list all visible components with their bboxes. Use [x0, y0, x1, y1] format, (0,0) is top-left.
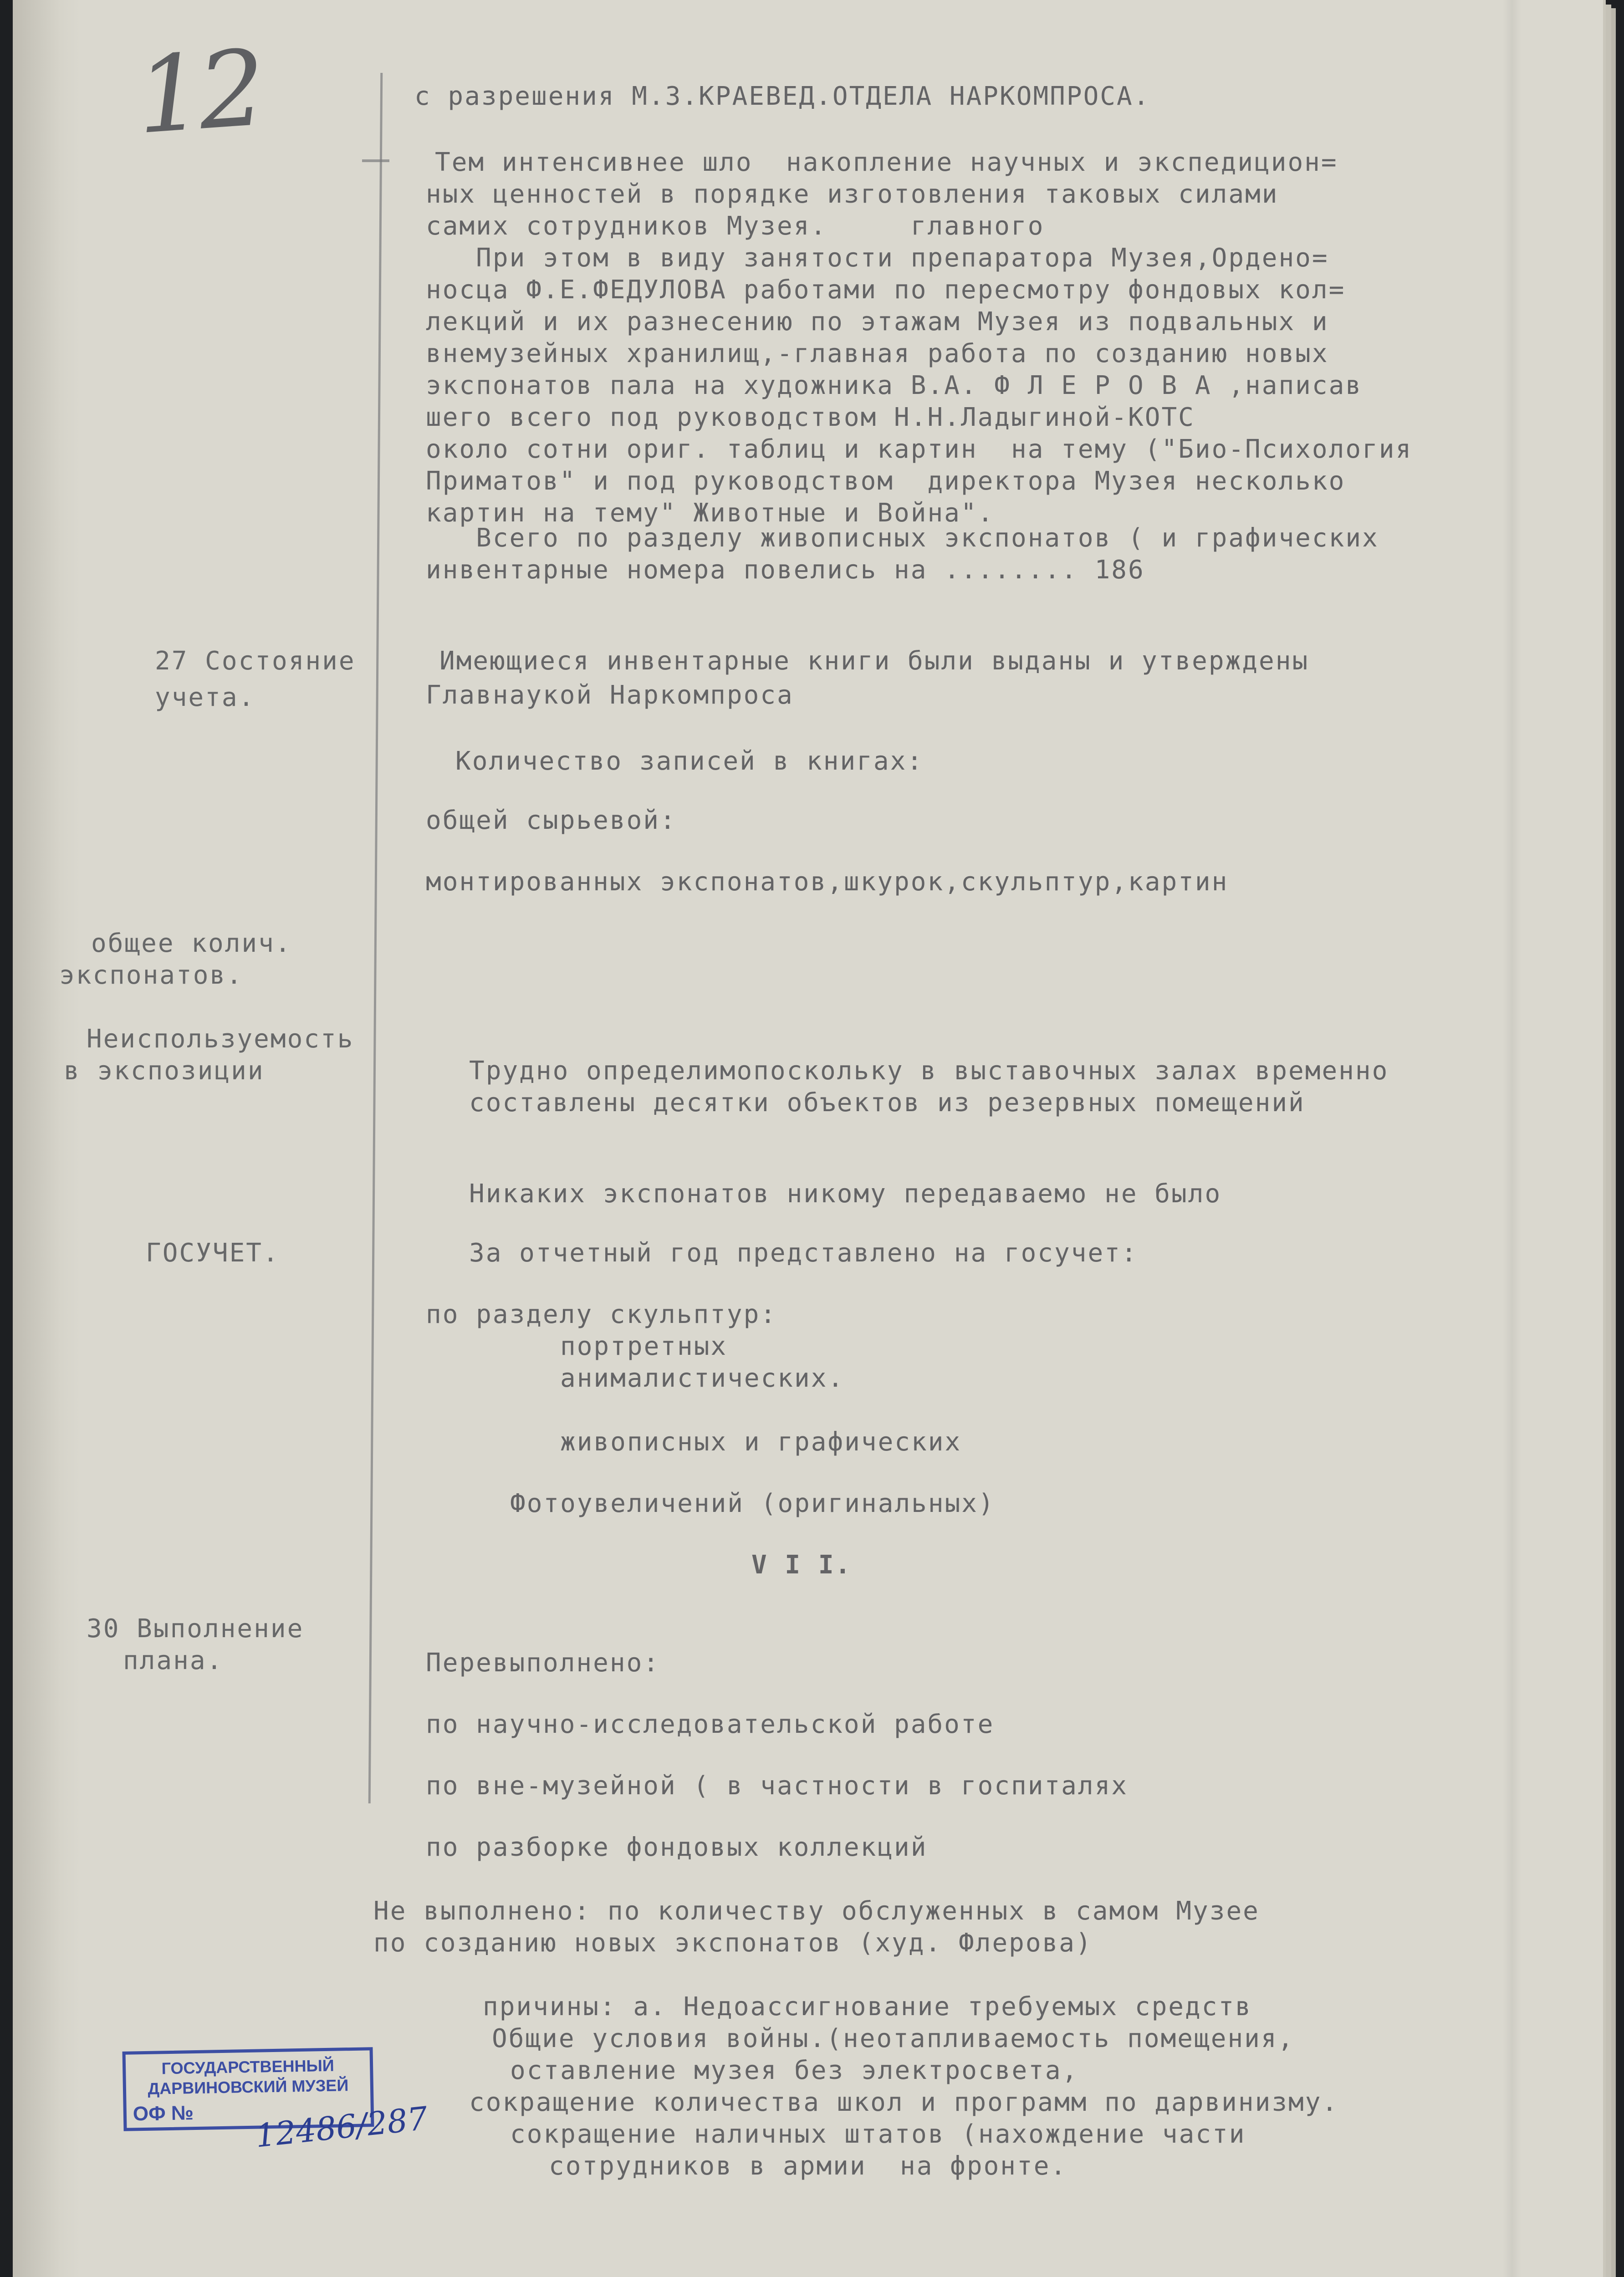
paragraph-line: портретных	[560, 1332, 728, 1361]
paragraph-line: по разделу скульптур:	[426, 1300, 777, 1329]
paragraph-line: монтированных экспонатов,шкурок,скульптур,картин	[426, 867, 1229, 897]
paragraph-line: Фотоувеличений (оригинальных)	[510, 1489, 995, 1518]
paragraph-line: Главнаукой Наркомпроса	[426, 680, 794, 710]
margin-label: в экспозиции	[64, 1056, 265, 1086]
margin-tick-mark	[362, 159, 389, 162]
handwritten-page-number: 12	[133, 27, 265, 158]
paragraph-line: За отчетный год представлено на госучет:	[469, 1238, 1138, 1268]
paragraph-line: около сотни ориг. таблиц и картин на тему ("Био-Психология	[426, 434, 1413, 464]
paragraph-line: инвентарные номера повелись на ........ 186	[426, 555, 1145, 585]
paragraph-line: причины: а. Недоассигнование требуемых средств	[483, 1992, 1252, 2022]
paragraph-line: по научно-исследовательской работе	[426, 1710, 995, 1739]
paragraph-line: внемузейных хранилищ,-главная работа по созданию новых	[426, 339, 1329, 368]
paragraph-line: сотрудников в армии на фронте.	[549, 2151, 1067, 2181]
paragraph-line: Количество записей в книгах:	[455, 746, 924, 776]
margin-label: общее колич.	[91, 929, 292, 958]
paragraph-line: Не выполнено: по количеству обслуженных в самом Музее	[373, 1896, 1260, 1926]
paragraph-line: шего всего под руководством Н.Н.Ладыгиной-КОТС	[426, 403, 1195, 432]
paragraph-line: Приматов" и под руководством директора Музея несколько	[426, 466, 1346, 496]
paragraph-line: анималистических.	[560, 1363, 845, 1393]
paragraph-line: Перевыполнено:	[426, 1648, 660, 1678]
paragraph-line: сокращение наличных штатов (нахождение части	[510, 2119, 1246, 2149]
paragraph-line: Имеющиеся инвентарные книги были выданы и утверждены	[439, 646, 1309, 676]
paragraph-line: картин на тему" Животные и Война".	[426, 498, 995, 528]
paragraph-line: по разборке фондовых коллекций	[426, 1833, 928, 1862]
paragraph-line: сокращение количества школ и программ по дарвинизму.	[469, 2088, 1339, 2117]
paragraph-line: общей сырьевой:	[426, 806, 677, 835]
margin-label: ГОСУЧЕТ.	[146, 1238, 280, 1268]
stamp-line: ОФ №	[133, 2102, 194, 2125]
paragraph-line: по созданию новых экспонатов (худ. Флерова)	[373, 1928, 1093, 1958]
margin-label: Неиспользуемость	[87, 1024, 354, 1054]
paragraph-line: Трудно определимопоскольку в выставочных залах временно	[469, 1056, 1389, 1086]
section-number-roman: V I I.	[751, 1550, 852, 1580]
paragraph-line: лекций и их разнесению по этажам Музея из подвальных и	[426, 307, 1329, 337]
paragraph-line: Тем интенсивнее шло накопление научных и экспедицион=	[435, 148, 1338, 177]
paragraph-line: Общие условия войны.(неотапливаемость помещения,	[492, 2024, 1295, 2053]
paragraph-line: по вне-музейной ( в частности в госпиталях	[426, 1771, 1129, 1801]
paragraph-line: живописных и графических	[560, 1427, 962, 1457]
paragraph-line: экспонатов пала на художника В.А. Ф Л Е Р О В А ,написав	[426, 371, 1363, 400]
stamp-line: ДАРВИНОВСКИЙ МУЗЕЙ	[148, 2076, 349, 2098]
paragraph-line: носца Ф.Е.ФЕДУЛОВА работами по пересмотру фондовых кол=	[426, 275, 1346, 305]
header-line: с разрешения М.З.КРАЕВЕД.ОТДЕЛА НАРКОМПРОСА.	[414, 82, 1150, 111]
margin-label: экспонатов.	[59, 960, 243, 990]
stamp-inventory-number: 12486/287	[253, 2099, 430, 2155]
paragraph-line: Никаких экспонатов никому передаваемо не было	[469, 1179, 1222, 1209]
paragraph-line: оставление музея без электросвета,	[510, 2056, 1079, 2085]
stamp-line: ГОСУДАРСТВЕННЫЙ	[161, 2056, 334, 2078]
paragraph-line: самих сотрудников Музея. главного	[426, 211, 1045, 241]
margin-label: учета.	[155, 683, 255, 712]
margin-label: 30 Выполнение	[87, 1614, 304, 1644]
paragraph-line: При этом в виду занятости препаратора Музея,Ордено=	[426, 243, 1329, 273]
margin-label: 27 Состояние	[155, 646, 356, 676]
page-edge	[13, 0, 81, 2277]
paragraph-line: составлены десятки объектов из резервных помещений	[469, 1088, 1305, 1118]
paragraph-line: Всего по разделу живописных экспонатов ( и графических	[426, 523, 1379, 553]
paragraph-line: ных ценностей в порядке изготовления таковых силами	[426, 179, 1279, 209]
page-fold-shadow	[1503, 0, 1521, 2277]
margin-label: плана.	[123, 1646, 224, 1675]
